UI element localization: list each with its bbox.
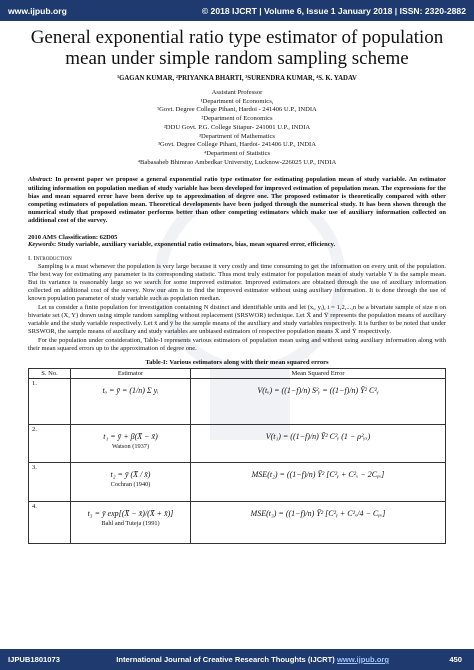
journal-url-link[interactable]: www.ijpub.org — [336, 655, 389, 664]
paragraph: Sampling is a must whenever the population is very large because it very costly and time consuming to get the information on every unit of the population. The best way for estimating any parameter is its corresponding statistic. Thus most truly estimator for population mean of study variable Y is the sample mean. But its variance is reasonably large so we search for some improved estimator. Improved estimators are obtained through the use of auxiliary information collected on additional cost of the survey. Now our aim is to find the improved estimator without using auxiliary information. It is done through the use of known population parameter of study variable such as population median. — [28, 262, 446, 302]
paragraph: Let us consider a finite population for investigation containing N distinct and identifiable units and let (xᵢ, yᵢ), i = 1,2,...,n be a bivariate sample of size n on bivariate set (X, Y) drawn using simple random sampling without replacement (SRSWOR) technique. Let X̄ and Ȳ represents the population means of auxiliary variable and the study variable respectively. Let x̄ and ȳ be the sample means of the auxiliary and study variables respectively. It is further to be noted that under SRSWOR, the sample means of auxiliary and study variables are unbiased estimators of respective population means X̄ and Ȳ respectively. — [28, 303, 446, 335]
journal-footer-bar — [0, 649, 474, 670]
table-cell-estimator — [71, 378, 191, 424]
table-header-row — [29, 368, 446, 378]
estimators-table — [28, 368, 446, 544]
table-cell-mse — [191, 378, 446, 424]
page-number: 450 — [445, 655, 466, 664]
mse-formula: V(tₒ) = ((1−f)/n) S²ᵧ = ((1−f)/n) Ȳ² C²ᵧ — [257, 385, 379, 395]
table-row — [29, 424, 446, 462]
site-link[interactable]: www.ijpub.org — [8, 5, 67, 16]
table-row — [29, 501, 446, 543]
table-cell-sno: 4. — [29, 501, 71, 543]
affiliation-line: Assistant Professor — [211, 89, 263, 96]
paper-content — [28, 24, 446, 544]
paper-id: IJPUB1801073 — [8, 655, 60, 664]
table-cell-estimator — [71, 462, 191, 501]
estimator-formula: t₂ = ȳ (X̄ / x̄) — [110, 469, 151, 479]
journal-title: International Journal of Creative Research Thoughts (IJCRT) — [116, 655, 335, 664]
table-title: Table-I: Various estimators along with their mean squared errors — [145, 358, 329, 366]
keywords — [28, 241, 446, 248]
table-cell-mse — [191, 501, 446, 543]
mse-formula: MSE(t₂) = ((1−f)/n) Ȳ² [C²ᵧ + C²ₓ − 2Cᵧₓ] — [251, 469, 385, 479]
paper-title: General exponential ratio type estimator of population mean under simple random sampling scheme — [30, 27, 444, 69]
table-cell-estimator — [71, 501, 191, 543]
journal-name — [116, 655, 389, 664]
estimator-formula: tₒ = ȳ = (1/n) Σ yᵢ — [102, 385, 159, 395]
table-header: Estimator — [71, 368, 191, 378]
keywords-label: Keywords — [28, 240, 54, 248]
affiliation-line: ³Govt. Degree College Pihani, Hardoi- 241406 U.P., INDIA — [157, 141, 316, 149]
citation: Cochran (1940) — [110, 480, 151, 488]
estimator-formula: t₃ = ȳ exp[(X̄ − x̄)/(X̄ + x̄)] — [87, 508, 174, 518]
table-row — [29, 462, 446, 501]
abstract-label: Abstract: — [28, 176, 53, 184]
affiliation-line: ¹Govt. Degree College Pihani, Hardoi - 241406 U.P., INDIA — [157, 106, 317, 114]
journal-header-bar — [0, 0, 474, 21]
table-cell-sno: 1. — [29, 378, 71, 424]
affiliation-line: ⁴Babasaheb Bhimrao Ambedkar University, Lucknow-226025 U.P., INDIA — [137, 158, 337, 166]
affiliation-line: ²Department of Economics — [201, 115, 273, 123]
journal-info: © 2018 IJCRT | Volume 6, Issue 1 January 2018 | ISSN: 2320-2882 — [201, 5, 466, 16]
table-cell-sno: 2. — [29, 424, 71, 462]
table-header: S. No. — [29, 368, 71, 378]
paragraph: For the population under consideration, Table-I represents various estimators of population mean using and without using auxiliary information along with their mean squared errors up to the approximation of degree one. — [28, 336, 446, 352]
affiliation-line: ³Department of Mathematics — [199, 132, 275, 140]
abstract — [28, 176, 446, 225]
abstract-text: In present paper we propose a general exponential ratio type estimator for estimating population mean of study variable. An estimator utilizing information on population median of study variable has been developed for improved estimation of population mean. The expressions for the bias and mean squared error have been derive up to approximation of degree one. The proposed estimator is theoretically compared with other competing estimators of population mean. Theoretical developments have been judged through the numerical study. It has been shown through the numerical study that proposed estimator performs better than other competing estimators which make use of auxiliary information collected on additional cost of the survey. — [28, 176, 447, 225]
mse-formula: V(t₁) = ((1−f)/n) Ȳ² C²ᵧ (1 − ρ²ᵧₓ) — [265, 431, 371, 441]
affiliation-line: ⁴Department of Statistics — [203, 149, 271, 157]
section-heading: I. Introduction — [28, 254, 72, 262]
affiliation-line: ²DDU Govt. P.G. College Sitapur- 241001 U.P., INDIA — [163, 123, 311, 131]
table-row — [29, 378, 446, 424]
author-list: ¹GAGAN KUMAR, ²PRIYANKA BHARTI, ³SURENDRA KUMAR, ⁴S. K. YADAV — [117, 75, 357, 82]
table-cell-estimator — [71, 424, 191, 462]
affiliation-line: ¹Department of Economics, — [200, 97, 274, 105]
table-cell-sno: 3. — [29, 462, 71, 501]
table-cell-mse — [191, 424, 446, 462]
citation: Bahl and Tuteja (1991) — [101, 519, 160, 527]
keywords-text: : Study variable, auxiliary variable, exponential ratio estimators, bias, mean squared error, efficiency. — [54, 240, 336, 248]
affiliations — [28, 89, 446, 167]
mse-formula: MSE(t₃) = ((1−f)/n) Ȳ² [C²ᵧ + C²ₓ/4 − Cᵧₓ] — [250, 508, 386, 518]
citation: Watson (1937) — [111, 442, 150, 450]
table-header: Mean Squared Error — [191, 368, 446, 378]
table-cell-mse — [191, 462, 446, 501]
ams-classification: 2010 AMS Classification: 62D05 — [28, 233, 118, 241]
estimator-formula: t₁ = ȳ + β(X̄ − x̄) — [103, 431, 158, 441]
